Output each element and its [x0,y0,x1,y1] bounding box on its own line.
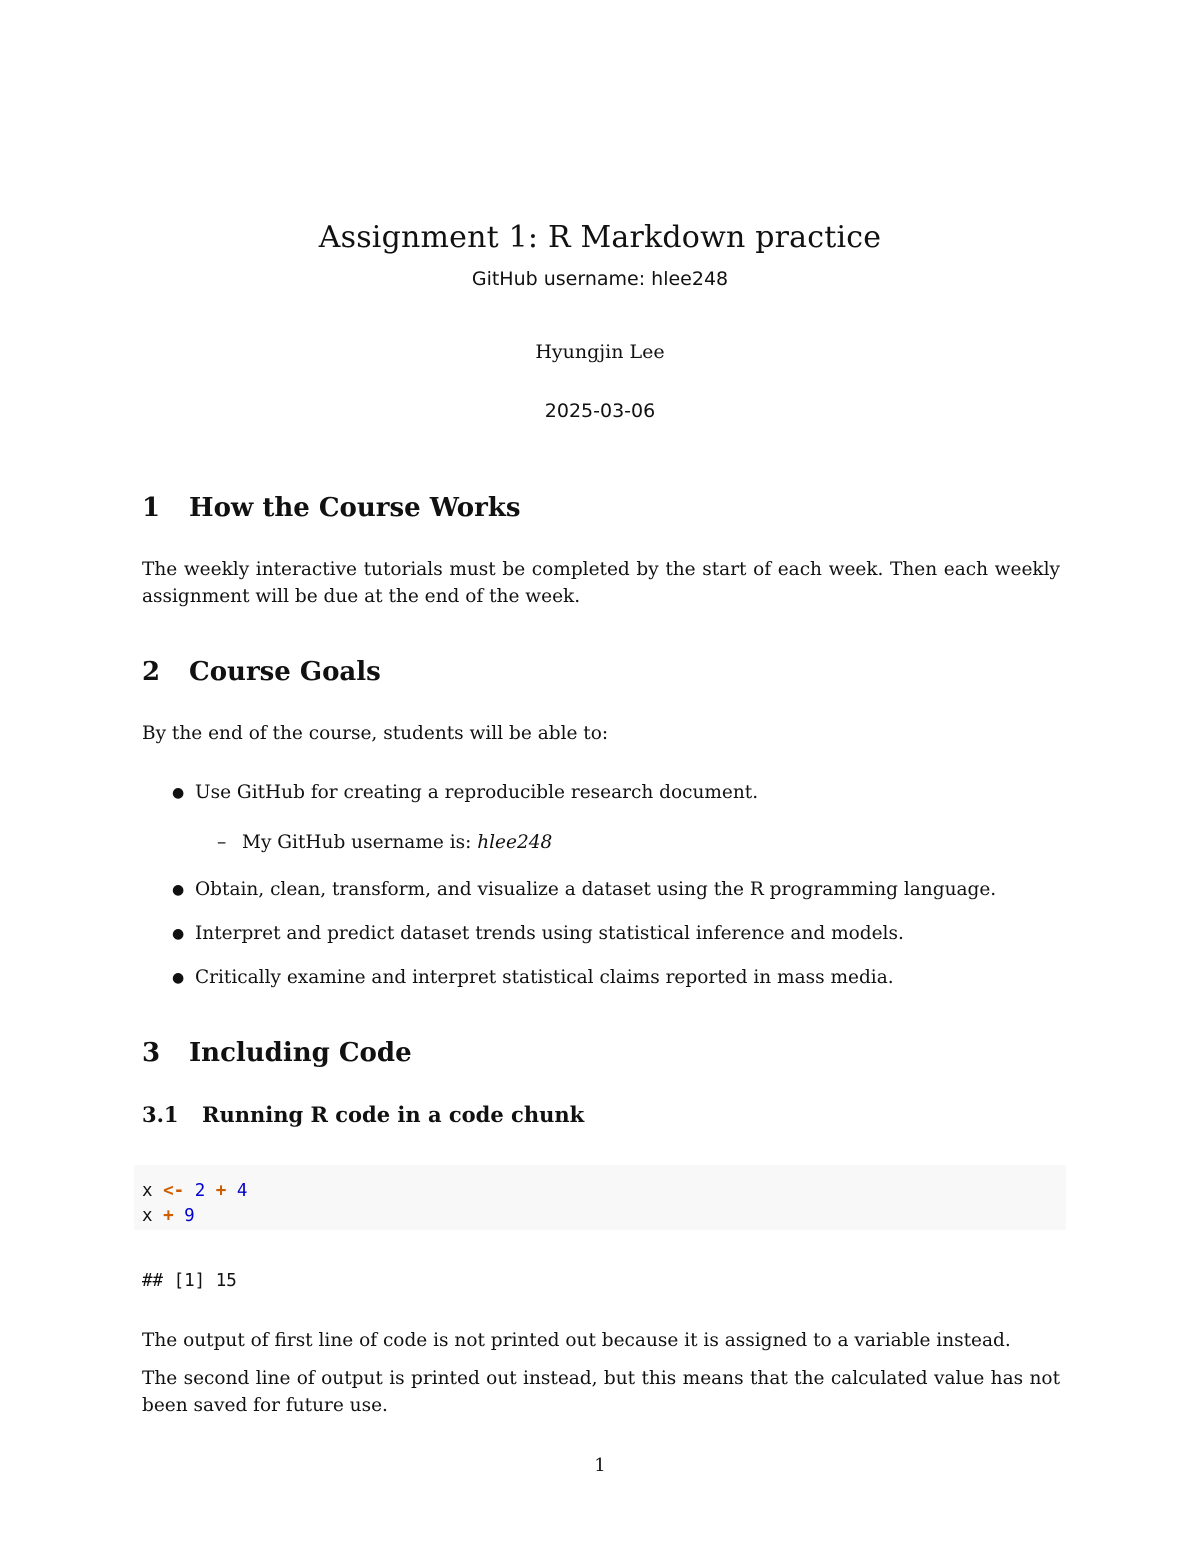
bullet-icon: ● [172,785,185,801]
section-title: Including Code [189,1038,412,1068]
paragraph-line: assignment will be due at the end of the week. [142,586,581,607]
list-item-text: Critically examine and interpret statistical claims reported in mass media. [195,967,894,988]
list-item-text: Obtain, clean, transform, and visualize a dataset using the R programming language. [195,879,997,900]
code-token-operator: + [215,1181,227,1201]
section-number: 3 [142,1038,161,1068]
section-title: How the Course Works [189,493,521,523]
bullet-icon: ● [172,970,185,986]
paragraph: The output of first line of code is not printed out because it is assigned to a variable instead. [142,1330,1011,1351]
list-item [172,876,996,904]
code-token-variable: x [142,1181,164,1201]
bullet-icon: ● [172,882,185,898]
document-author: Hyungjin Lee [535,341,665,363]
code-output: ## [1] 15 [142,1271,237,1291]
code-token-operator: + [163,1206,174,1226]
subsection-heading-running-r-code [142,1101,584,1129]
section-heading-course-goals [142,655,381,689]
page-number: 1 [594,1455,606,1476]
code-token-number: 4 [236,1181,248,1201]
subsection-number: 3.1 [142,1102,179,1127]
list-item-text: Interpret and predict dataset trends using statistical inference and models. [195,923,904,944]
code-chunk [134,1165,1066,1230]
list-item [172,964,894,992]
paragraph-line: The weekly interactive tutorials must be completed by the start of each week. Then each weekly [142,559,1060,580]
code-token-operator: <- [163,1181,185,1201]
sub-list-item [217,829,552,856]
dash-icon: – [217,832,227,853]
paragraph-line: The second line of output is printed out instead, but this means that the calculated value has not [142,1368,1060,1389]
document-date: 2025-03-06 [544,400,656,422]
paragraph-line: been saved for future use. [142,1395,388,1416]
list-item-text: Use GitHub for creating a reproducible research document. [195,782,759,803]
section-heading-including-code [142,1036,412,1070]
code-token-number: 2 [194,1181,206,1201]
goals-intro: By the end of the course, students will be able to: [142,723,609,744]
sub-list-item-text: My GitHub username is: [242,832,478,853]
subsection-title: Running R code in a code chunk [202,1102,585,1127]
github-username: hlee248 [477,832,553,853]
code-token-variable: x [142,1206,164,1226]
list-item [172,920,904,948]
section-number: 2 [142,657,161,687]
section-title: Course Goals [189,657,381,687]
bullet-icon: ● [172,926,185,942]
document-title: Assignment 1: R Markdown practice [318,220,882,255]
code-line [142,1179,247,1203]
list-item [172,779,758,807]
section-heading-course-works [142,491,521,525]
document-subtitle: GitHub username: hlee248 [471,268,729,290]
section-number: 1 [142,493,161,523]
code-line [142,1204,195,1228]
code-token-number: 9 [184,1206,195,1226]
